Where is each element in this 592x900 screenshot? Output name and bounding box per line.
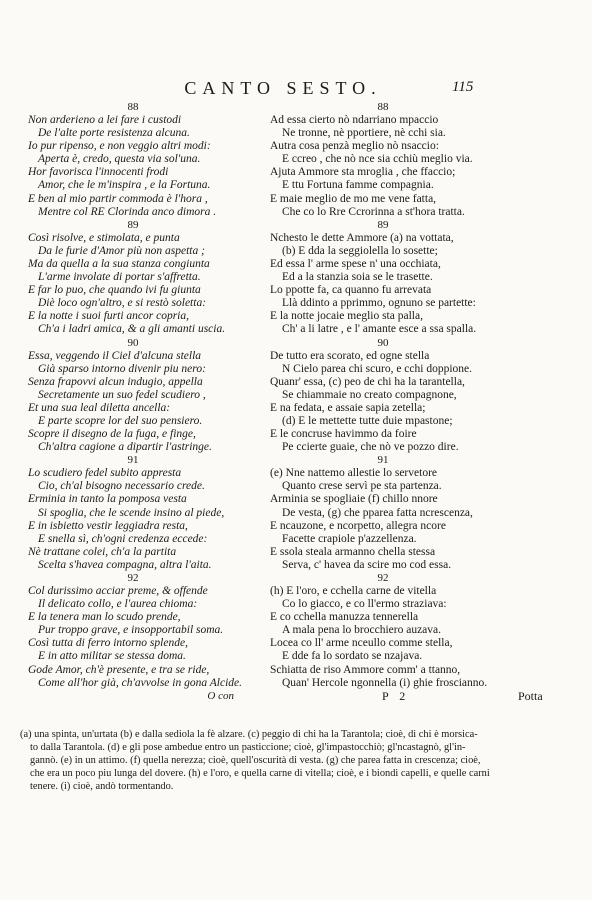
stanza-number: 91 (377, 454, 389, 467)
verse-line: Lo scudiero fedel subito appresta (28, 467, 182, 480)
verse-line: Nchesto le dette Ammore (a) na vottata, (270, 231, 454, 244)
verse-line: Ne tronne, nè pportiere, nè cchi sia. (282, 127, 446, 140)
verse-line: (e) Nne nattemo allestie lo servetore (270, 467, 437, 480)
verse-line: Ajuta Ammore sta mroglia , che ffaccio; (270, 166, 456, 179)
stanza (270, 454, 566, 572)
stanza-number: 90 (127, 336, 139, 349)
footnote-line: tenere. (i) cioè, andò tormentando. (30, 781, 174, 792)
verse-line: Gode Amor, ch'è presente, e tra se ride, (28, 663, 210, 676)
verse-line: Arminia se spogliaie (f) chillo nnore (270, 493, 438, 506)
verse-line: Io pur ripenso, e non veggio altri modi: (28, 140, 211, 153)
verse-line: Aperta è, credo, questa via sol'una. (38, 153, 201, 166)
verse-line: L'arme involate di portar s'affretta. (38, 271, 201, 284)
verse-line: Facette crapiole p'azzellenza. (282, 532, 417, 545)
verse-line: E ssola steala armanno chella stessa (270, 545, 436, 558)
verse-line: Ed essa l' arme spese n' una occhiata, (270, 257, 441, 270)
stanza (28, 572, 266, 690)
verse-line: E dde fa lo sordato se nzajava. (282, 650, 423, 663)
verse-line: E far lo puo, che quando ivi fu giunta (28, 284, 201, 297)
verse-line: Che co lo Rre Ccrorinna a st'hora tratta. (282, 205, 465, 218)
stanza-number: 91 (127, 454, 139, 467)
verse-line: Ch'a i ladri amica, & a gli amanti uscia. (38, 323, 226, 336)
stanza (28, 454, 266, 572)
stanza-number: 89 (377, 218, 389, 231)
footnotes (20, 728, 576, 793)
stanza (28, 219, 266, 337)
verse-line: Cio, ch'al bisogno necessario crede. (38, 480, 205, 493)
verse-line: Serva, c' havea da scire mo cod essa. (282, 558, 452, 571)
verse-line: Ch' a li latre , e l' amante esce a ssa spalla. (282, 323, 477, 336)
verse-line: E le concruse havimmo da foire (270, 428, 417, 441)
verse-line: Schiatta de riso Ammore comm' a ttanno, (270, 663, 461, 676)
verse-line: De tutto era scorato, ed ogne stella (270, 349, 430, 362)
verse-line: (b) E dda la seggiolella lo sosette; (282, 244, 438, 257)
footnote-line: to dalla Tarantola. (d) e gli pose ambedue entro un pasticcione; cioè, gl'impastocchiò; gl'ncastagnò, gl'in- (30, 742, 466, 753)
verse-line: Pur troppo grave, e insopportabil soma. (38, 624, 224, 637)
running-header (0, 78, 592, 102)
verse-line: Ma da quella a la sua stanza congiunta (28, 257, 210, 270)
verse-line: Il delicato collo, e l'aurea chioma: (38, 598, 198, 611)
footnote-line: (a) una spinta, un'urtata (b) e dalla sediola la fè alzare. (c) peggio di chi ha la Tarantola; cioè, di chi è morsica- (20, 729, 478, 740)
stanza-number: 92 (377, 572, 389, 584)
verse-line: Co lo giacco, e co ll'ermo straziava: (282, 598, 447, 611)
verse-line: Lo ppotte fa, ca quanno fu arrevata (270, 284, 432, 297)
catchword: O con (207, 689, 234, 702)
verse-line: Se chiammaie no creato compagnone, (282, 388, 457, 401)
verse-line: Ch'altra cagione a dipartir l'astringe. (38, 441, 212, 454)
verse-line: Senza frapovvi alcun indugio, appella (28, 375, 203, 388)
verse-line: Et una sua leal diletta ancella: (28, 401, 171, 414)
stanza-number: 92 (127, 572, 139, 584)
signature-mark: P 2 (382, 688, 410, 703)
verse-line: Hor favorisca l'innocenti frodi (28, 166, 169, 179)
verse-line: Già sparso intorno divenir piu nero: (38, 362, 206, 375)
verse-line: E ncauzone, e ncorpetto, allegra ncore (270, 519, 446, 532)
verse-line: Quan' Hercole ngonnella (i) ghie froscianno. (282, 676, 488, 689)
verse-line: Locea co ll' arme nceullo comme stella, (270, 637, 453, 650)
verse-line: E ttu Fortuna famme compagnia. (282, 179, 434, 192)
verse-line: Scelta s'havea compagna, altra l'aita. (38, 558, 212, 571)
verse-line: (d) E le mettette tutte duie mpastone; (282, 414, 453, 427)
verse-line: E la notte i suoi furti ancor copria, (28, 310, 189, 323)
verse-line: E ben al mio partir commoda è l'hora , (28, 192, 208, 205)
canto-title: CANTO SESTO. (184, 78, 382, 98)
verse-line: Erminia in tanto la pomposa vesta (28, 493, 187, 506)
verse-line: N Cielo parea chi scuro, e cchi doppione. (282, 362, 473, 375)
page-signature-row (270, 690, 566, 703)
verse-line: De l'alte porte resistenza alcuna. (38, 127, 190, 140)
verse-line: Si spoglia, che le scende insino al piede, (38, 506, 225, 519)
stanza-number: 88 (377, 101, 389, 113)
verse-line: Così tutta di ferro intorno splende, (28, 637, 188, 650)
stanza (28, 101, 266, 219)
catchword: Potta (518, 688, 543, 703)
stanza (270, 219, 566, 337)
verse-line: A mala pena lo brocchiero auzava. (282, 624, 442, 637)
verse-line: Scopre il disegno de la fuga, e finge, (28, 428, 196, 441)
verse-line: E la notte jocaie meglio sta palla, (270, 310, 423, 323)
verse-line: Ed a la stanzia soia se le trasette. (282, 271, 433, 284)
verse-line: E ccreo , che nò nce sia cchiù meglio via. (282, 153, 473, 166)
verse-line: (h) E l'oro, e cchella carne de vitella (270, 585, 437, 597)
verse-line: E in isbietto vestir leggiadra resta, (28, 519, 188, 532)
stanza-number: 88 (127, 101, 139, 113)
verse-line: Così risolve, e stimolata, e punta (28, 231, 180, 244)
verse-line: Col durissimo acciar preme, & offende (28, 585, 208, 597)
verse-line: E in atto militar se stessa doma. (38, 650, 186, 663)
stanza-number: 89 (127, 218, 139, 231)
verse-line: Ad essa cierto nò ndarriano mpaccio (270, 114, 439, 126)
page-number: 115 (452, 79, 474, 95)
stanza-number: 90 (377, 336, 389, 349)
verse-line: E na fedata, e assaie sapia zetella; (270, 401, 426, 414)
verse-line: Mentre col RE Clorinda anco dimora . (38, 205, 217, 218)
verse-line: E snella sì, ch'ogni credenza eccede: (38, 532, 208, 545)
italian-text-column (28, 101, 266, 702)
verse-line: Essa, veggendo il Ciel d'alcuna stella (28, 349, 202, 362)
verse-line: Amor, che le m'inspira , e la Fortuna. (38, 179, 211, 192)
verse-line: Quanto crese servì pe sta partenza. (282, 480, 442, 493)
verse-line: E co cchella manuzza tennerella (270, 611, 419, 624)
stanza (270, 101, 566, 219)
footnote-line: gannò. (e) in un attimo. (f) quella nerezza; cioè, quell'oscurità di vesta. (g) che parea fatta in crescenza; cioè, (30, 755, 481, 766)
verse-line: E parte scopre lor del suo pensiero. (38, 414, 203, 427)
verse-line: Secretamente un suo fedel scudiero , (38, 388, 206, 401)
verse-line: De vesta, (g) che pparea fatta ncrescenza, (282, 506, 473, 519)
verse-line: Non arderieno a lei fare i custodi (28, 114, 182, 126)
verse-line: Autra cosa penzà meglio nò nsaccio: (270, 140, 439, 153)
verse-line: Come all'hor già, ch'avvolse in gona Alcide. (38, 676, 243, 689)
stanza (270, 337, 566, 455)
verse-line: Llà ddinto a pprimmo, ognuno se partette: (282, 297, 476, 310)
verse-line: E la tenera man lo scudo prende, (28, 611, 181, 624)
verse-line: Nè trattane colei, ch'a la partita (28, 545, 177, 558)
verse-line: Quanr' essa, (c) peo de chi ha la tarantella, (270, 375, 465, 388)
footnote-line: che era un poco piu lunga del dovere. (h) e l'oro, e quella carne di vitella; cioè, e i biondi capelli, e quelle carni (30, 768, 490, 779)
stanza (28, 337, 266, 455)
verse-line: Pe ccierte guaie, che nò ve pozzo dire. (282, 441, 459, 454)
neapolitan-text-column (270, 101, 566, 703)
verse-line: Da le furie d'Amor più non aspetta ; (38, 244, 205, 257)
stanza (270, 572, 566, 690)
verse-line: Diè loco ogn'altro, e si restò soletta: (38, 297, 207, 310)
verse-line: E maie meglio de mo me vene fatta, (270, 192, 437, 205)
